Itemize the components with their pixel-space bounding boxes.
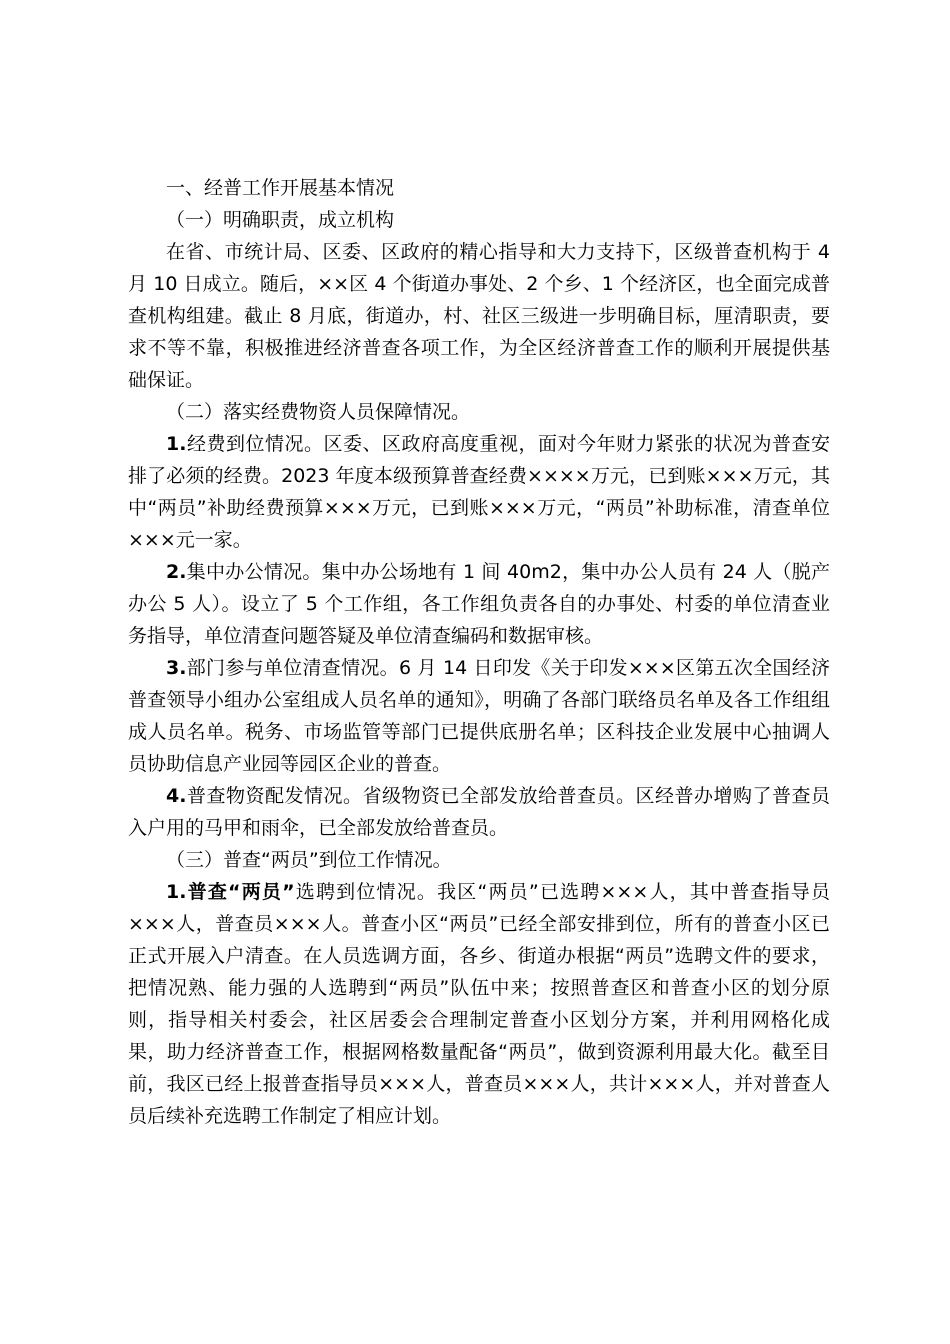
subsection-title-1: （一）明确职责，成立机构 — [166, 209, 395, 231]
document-body — [128, 172, 830, 1132]
subsection-title-2: （二）落实经费物资人员保障情况。 — [166, 401, 471, 423]
item-number: 1. — [166, 881, 187, 903]
subsection-1-paragraph: 在省、市统计局、区委、区政府的精心指导和大力支持下，区级普查机构于 4 月 10 日成立。随后，××区 4 个街道办事处、2 个乡、1 个经济区，也全面完成普查机构组建。截止 8 月底，街道办，村、社区三级进一步明确目标，厘清职责，要求不等不靠，积极推进经济普查各项工作，为全区经济普查工作的顺利开展提供基础保证。 — [128, 241, 830, 391]
subsection-2-item-2 — [128, 556, 830, 652]
item-number: 4. — [166, 785, 187, 807]
item-number: 3. — [166, 657, 187, 679]
item-text: 选聘到位情况。我区“两员”已选聘×××人，其中普查指导员×××人，普查员×××人。普查小区“两员”已经全部安排到位，所有的普查小区已正式开展入户清查。在人员选调方面，各乡、街道办根据“两员”选聘文件的要求，把情况熟、能力强的人选聘到“两员”队伍中来；按照普查区和普查小区的划分原则，指导相关村委会，社区居委会合理制定普查小区划分方案，并利用网格化成果，助力经济普查工作，根据网格数量配备“两员”，做到资源利用最大化。截至目前，我区已经上报普查指导员×××人，普查员×××人，共计×××人，并对普查人员后续补充选聘工作制定了相应计划。 — [128, 881, 830, 1127]
item-text: 普查物资配发情况。省级物资已全部发放给普查员。区经普办增购了普查员入户用的马甲和雨伞，已全部发放给普查员。 — [128, 785, 830, 839]
item-text: 部门参与单位清查情况。6 月 14 日印发《关于印发×××区第五次全国经济普查领导小组办公室组成人员名单的通知》，明确了各部门联络员名单及各工作组组成人员名单。税务、市场监管等部门已提供底册名单；区科技企业发展中心抽调人员协助信息产业园等园区企业的普查。 — [128, 657, 830, 775]
subsection-2-item-1 — [128, 428, 830, 556]
item-number: 1. — [166, 433, 187, 455]
item-number: 2. — [166, 561, 187, 583]
item-text: 集中办公情况。集中办公场地有 1 间 40m2，集中办公人员有 24 人（脱产办公 5 人）。设立了 5 个工作组，各工作组负责各自的办事处、村委的单位清查业务指导，单位清查问题答疑及单位清查编码和数据审核。 — [128, 561, 830, 647]
subsection-2-item-3 — [128, 652, 830, 780]
subsection-title-3: （三）普查“两员”到位工作情况。 — [166, 849, 452, 871]
section-heading-1: 一、经普工作开展基本情况 — [166, 177, 395, 199]
item-bold-lead: 普查“两员” — [186, 881, 295, 903]
subsection-3-item-1 — [128, 876, 830, 1132]
item-text: 经费到位情况。区委、区政府高度重视，面对今年财力紧张的状况为普查安排了必须的经费。2023 年度本级预算普查经费××××万元，已到账×××万元，其中“两员”补助经费预算×××万元，已到账×××万元，“两员”补助标准，清查单位×××元一家。 — [128, 433, 830, 551]
subsection-2-item-4 — [128, 780, 830, 844]
